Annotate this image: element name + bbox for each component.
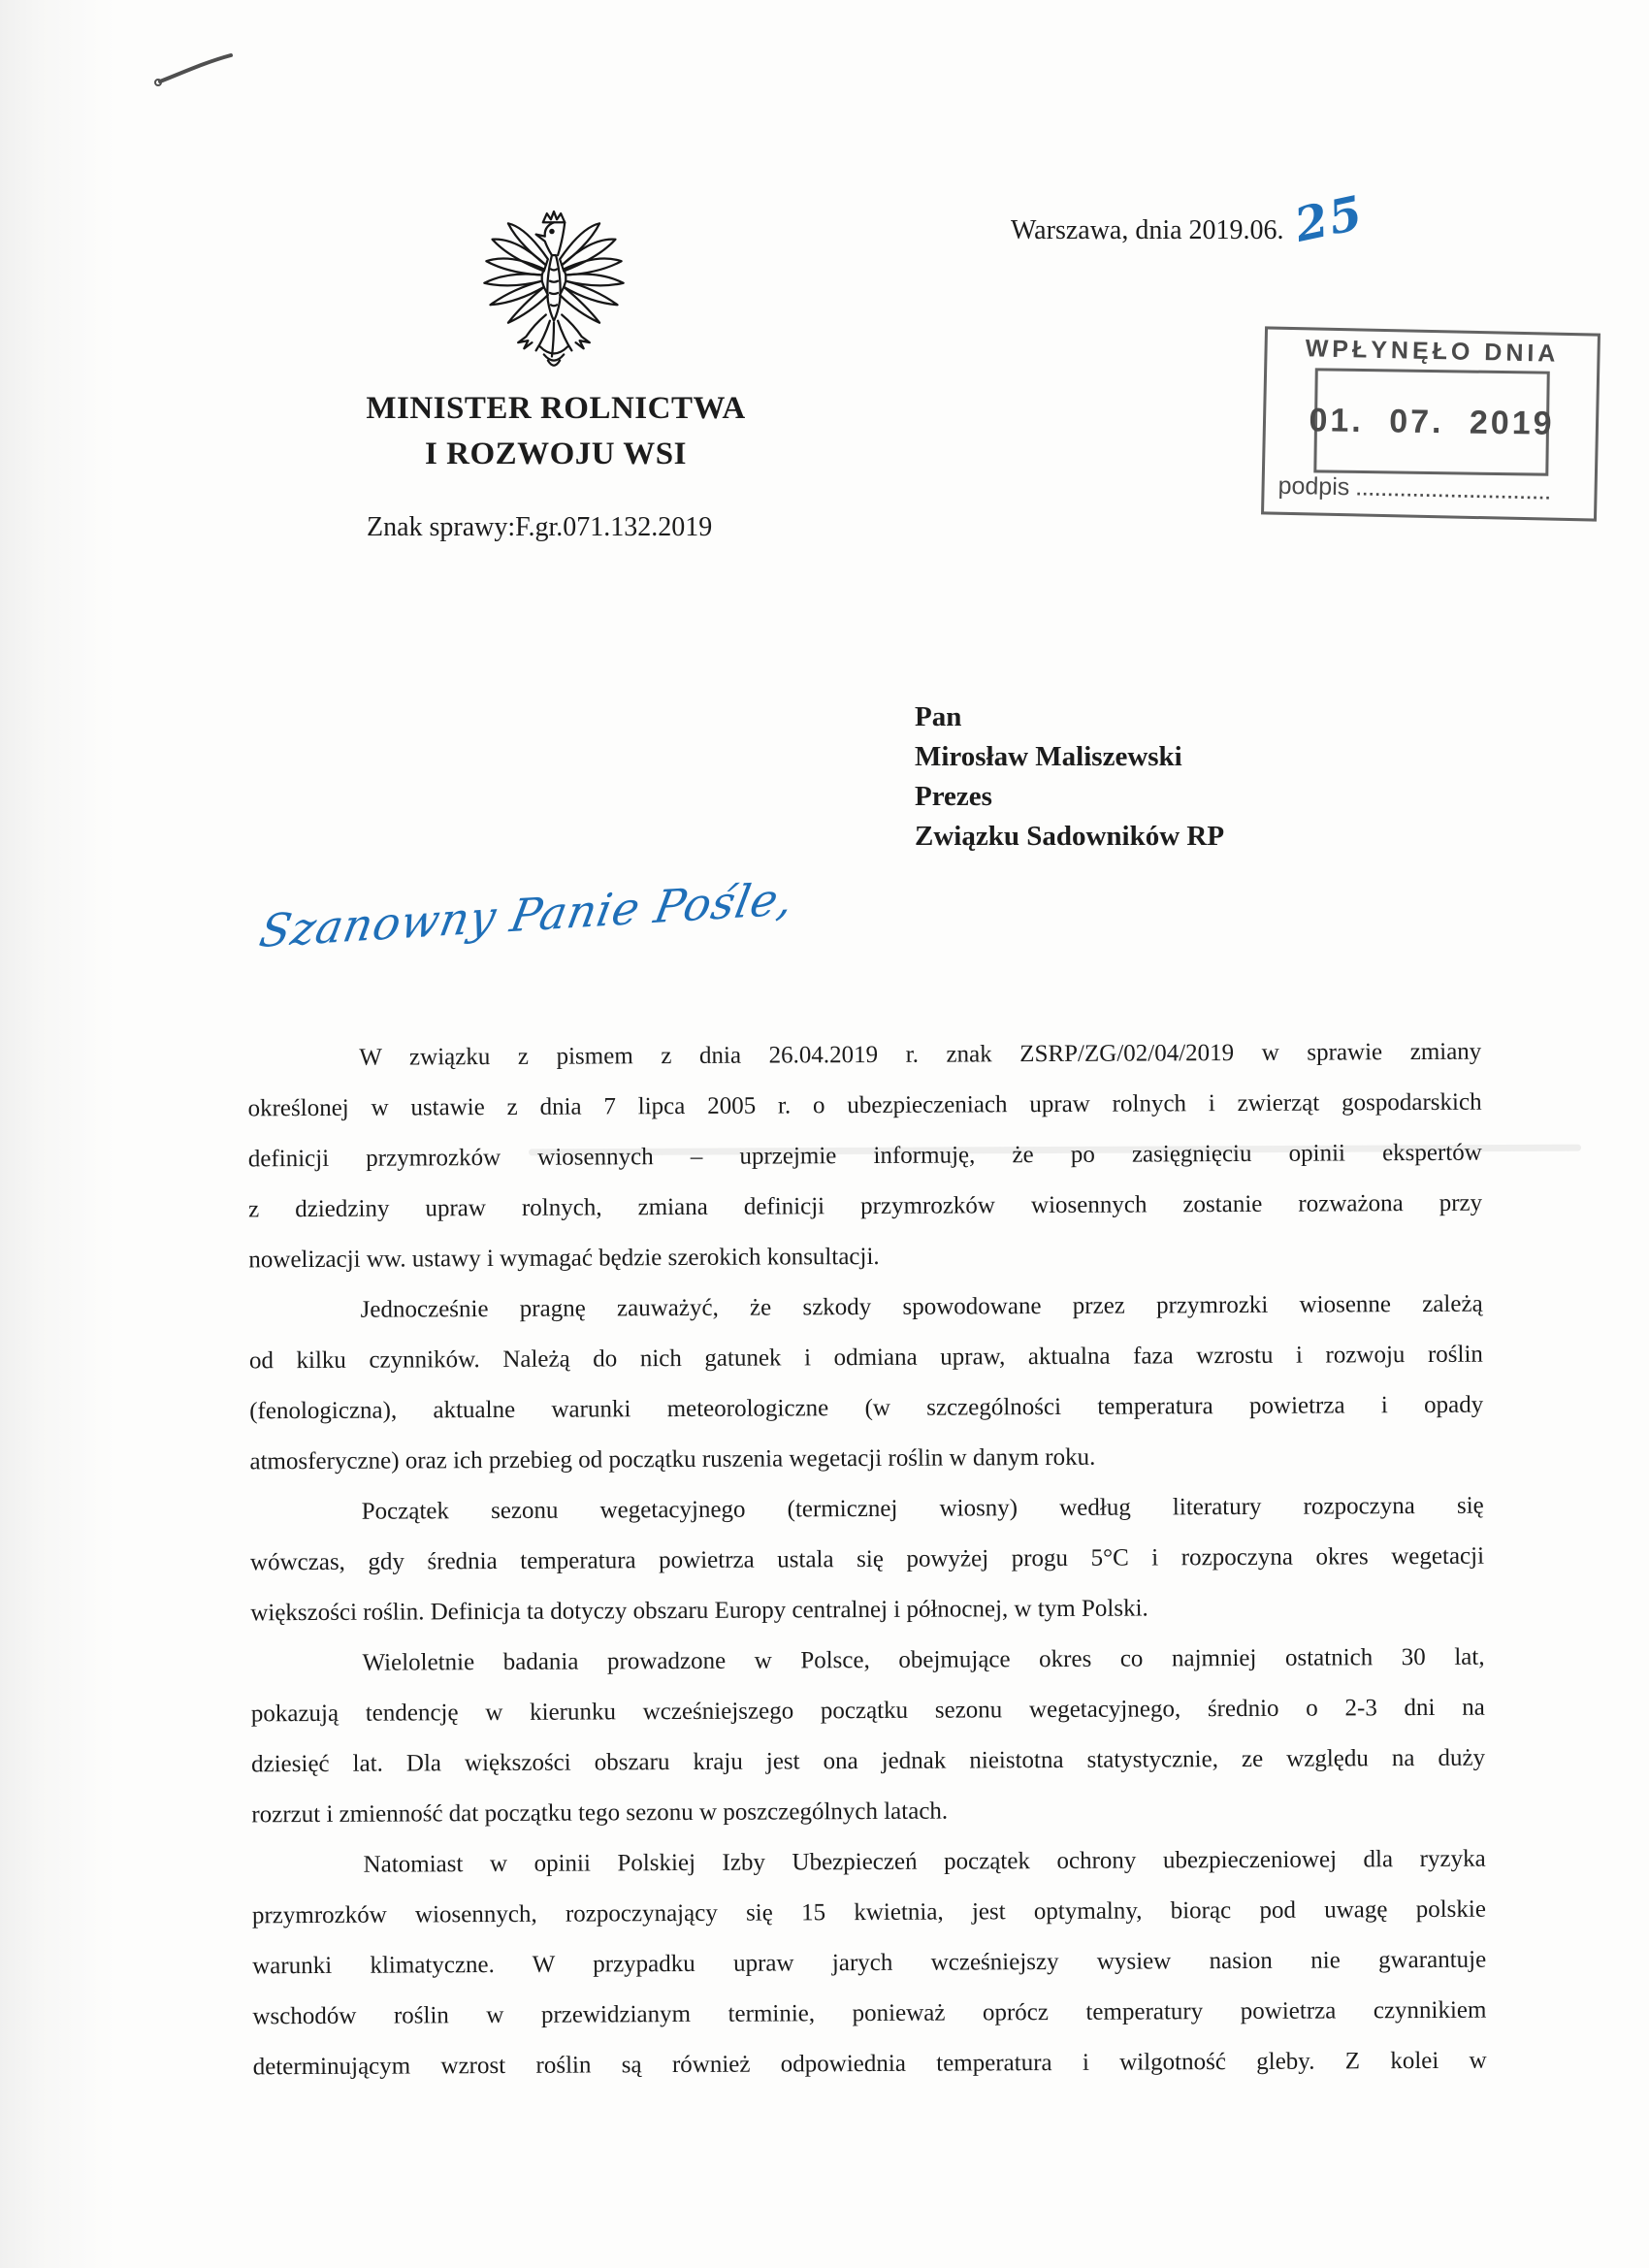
date-printed: Warszawa, dnia 2019.06.: [1011, 215, 1284, 245]
body-line: atmosferyczne) oraz ich przebieg od początku ruszenia wegetacji roślin w danym roku.: [249, 1443, 1096, 1475]
body-paragraphs: [247, 1027, 1487, 2093]
body-line: od kilku czynników. Należą do nich gatunek i odmiana upraw, aktualna faza wzrostu i rozwoju roślin: [248, 1341, 1483, 1375]
minister-title-line2: I ROZWOJU WSI: [425, 437, 687, 471]
recipient-line: Prezes: [915, 781, 992, 812]
recipient-line: Pan: [915, 701, 962, 732]
body-line: z dziedziny upraw rolnych, zmiana definicji przymrozków wiosennych zostanie rozważona przy: [248, 1189, 1483, 1223]
stamp-title: WPŁYNĘŁO DNIA: [1305, 335, 1560, 368]
body-line: wschodów roślin w przewidzianym terminie, ponieważ oprócz temperatury powietrza czynnikiem: [252, 1996, 1487, 2030]
minister-title-line1: MINISTER ROLNICTWA: [366, 391, 746, 426]
recipient-block: [915, 697, 1224, 857]
date-line: [1011, 185, 1369, 253]
stamp-signature-row: [1277, 472, 1552, 506]
handwritten-salutation: Szanowny Panie Pośle,: [255, 871, 799, 958]
stamp-signature-dots: ...............................: [1355, 479, 1552, 503]
body-line: Początek sezonu wegetacyjnego (termicznej wiosny) według literatury rozpoczyna się: [361, 1492, 1484, 1525]
body-line: W związku z pismem z dnia 26.04.2019 r. znak ZSRP/ZG/02/04/2019 w sprawie zmiany: [359, 1038, 1482, 1071]
polish-eagle-icon: [473, 210, 634, 378]
body-line: dziesięć lat. Dla większości obszaru kraju jest ona jednak nieistotna statystycznie, ze względu na duży: [251, 1744, 1486, 1778]
stamp-date: 01. 07. 2019: [1309, 401, 1555, 442]
body-line: Wieloletnie badania prowadzone w Polsce, obejmujące okres co najmniej ostatnich 30 lat,: [362, 1643, 1485, 1676]
body-line: rozrzut i zmienność dat początku tego sezonu w poszczególnych latach.: [251, 1798, 949, 1829]
body-line: pokazują tendencję w kierunku wcześniejszego początku sezonu wegetacyjnego, średnio o 2-3 dni na: [250, 1694, 1485, 1728]
body-line: definicji przymrozków wiosennych – uprzejmie informuję, że po zasięgnięciu opinii ekspertów: [247, 1139, 1482, 1173]
body-line: Natomiast w opinii Polskiej Izby Ubezpieczeń początek ochrony ubezpieczeniowej dla ryzyka: [363, 1845, 1486, 1878]
case-number: Znak sprawy:F.gr.071.132.2019: [367, 512, 713, 542]
recipient-line: Mirosław Maliszewski: [915, 741, 1182, 772]
stamp-date-box: [1309, 368, 1555, 475]
minister-title: [308, 386, 803, 477]
body-line: przymrozków wiosennych, rozpoczynający się 15 kwietnia, jest optymalny, biorąc pod uwagę polskie: [251, 1895, 1486, 1929]
recipient-line: Związku Sadowników RP: [915, 821, 1225, 852]
received-stamp: [1261, 326, 1600, 521]
pen-mark: [146, 41, 242, 97]
body-line: wówczas, gdy średnia temperatura powietrza ustala się powyżej progu 5°C i rozpoczyna okres wegetacji: [249, 1542, 1485, 1576]
body-line: warunki klimatyczne. W przypadku upraw jarych wcześniejszy wysiew nasion nie gwarantuje: [252, 1946, 1487, 1980]
stamp-signature-label: podpis: [1277, 471, 1350, 502]
body-line: określonej w ustawie z dnia 7 lipca 2005 r. o ubezpieczeniach upraw rolnych i zwierząt gospodarskich: [247, 1088, 1482, 1122]
body-line: (fenologiczna), aktualne warunki meteorologiczne (w szczególności temperatura powietrza i opady: [249, 1391, 1484, 1425]
body-line: większości roślin. Definicja ta dotyczy obszaru Europy centralnej i północnej, w tym Polski.: [250, 1595, 1148, 1627]
body-line: nowelizacji ww. ustawy i wymagać będzie szerokich konsultacji.: [248, 1243, 880, 1274]
handwritten-day: 25: [1289, 185, 1369, 253]
body-line: determinującym wzrost roślin są również odpowiednia temperatura i wilgotność gleby. Z kolei w: [252, 2047, 1487, 2081]
body-line: Jednocześnie pragnę zauważyć, że szkody spowodowane przez przymrozki wiosenne zależą: [360, 1290, 1483, 1323]
